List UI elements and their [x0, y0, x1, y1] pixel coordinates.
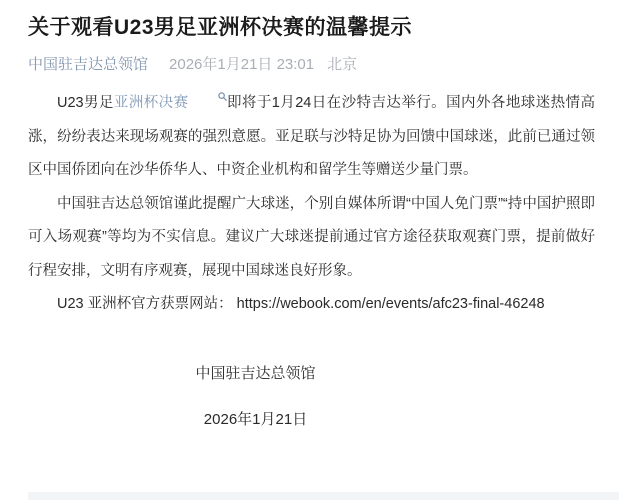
paragraph-1-rest: 即将于1月24日在沙特吉达举行。国内外各地球迷热情高涨，纷纷表达来现场观赛的强烈意愿。亚足联与沙特足协为回馈中国球迷，此前已通过领区中国侨团向在沙华侨华人、中资企业机构和留学生等赠送少量门票。: [28, 95, 595, 178]
signature-name: 中国驻吉达总领馆: [195, 364, 316, 382]
entity-link-asian-cup-final[interactable]: [114, 95, 227, 111]
signature-block: [28, 362, 483, 432]
byline-location: 北京: [327, 56, 358, 73]
signature-date: 2026年1月21日: [203, 410, 308, 428]
article-title: 关于观看U23男足亚洲杯决赛的温馨提示: [28, 16, 413, 39]
ticket-site-url: https://webook.com/en/events/afc23-final-46248: [236, 296, 545, 312]
paragraph-3: [28, 288, 576, 322]
ticket-site-label: U23 亚洲杯官方获票网站：: [57, 296, 233, 312]
search-icon: [189, 92, 227, 101]
paragraph-1: [28, 87, 595, 188]
byline-datetime: 2026年1月21日 23:01: [169, 56, 315, 73]
article-body: [28, 87, 595, 322]
byline: [28, 54, 595, 75]
byline-source-link[interactable]: 中国驻吉达总领馆: [28, 56, 149, 73]
entity-link-label: 亚洲杯决赛: [113, 95, 189, 111]
paragraph-2: 中国驻吉达总领馆谨此提醒广大球迷，个别自媒体所谓“中国人免门票”“持中国护照即可入场观赛”等均为不实信息。建议广大球迷提前通过官方途径获取观赛门票，提前做好行程安排，文明有序观赛，展现中国球迷良好形象。: [28, 195, 595, 279]
bottom-divider: [28, 492, 619, 500]
paragraph-1-lead: U23男足: [57, 95, 114, 111]
